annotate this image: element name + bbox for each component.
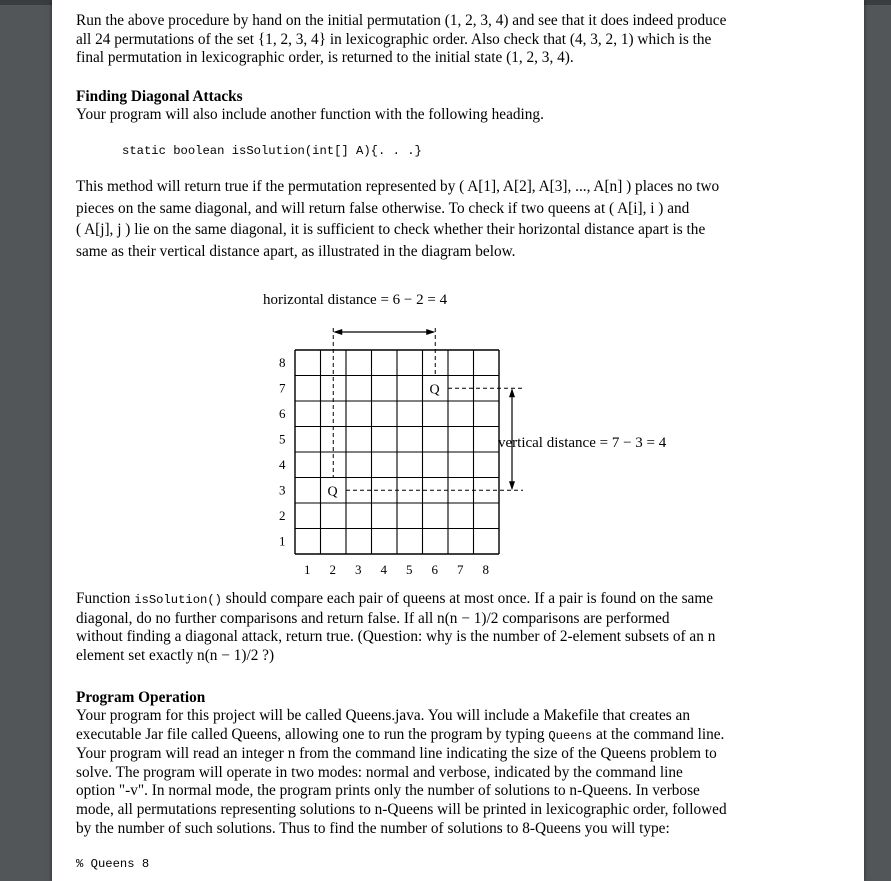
row-label: 8 (279, 355, 286, 370)
diag-paragraph: This method will return true if the permutation represented by ( A[1], A[2], A[3], ..., A[n] ) places no two pieces on the same diagonal, and will return false otherwise. To check if two queens at ( A[i], i ) and ( A[j], j ) lie on the same diagonal, it is sufficient to check whether their horizontal distance apart is the same as their vertical distance apart, as illustrated in the diagram below. (76, 178, 720, 260)
diag-intro-line: Your program will also include another function with the following heading. (76, 106, 544, 123)
column-label: 1 (304, 562, 311, 577)
row-label: 2 (279, 508, 286, 523)
program-paragraph: Your program for this project will be called Queens.java. You will include a Makefile that creates an executable Jar file called Queens, allowing one to run the program by typing Queens at the command line. Your program will read an integer n from the command line indicating the size of the Queens problem to solve. The program will operate in two modes: normal and verbose, indicated by the command line option "-v". In normal mode, the program prints only the number of solutions to n-Queens. In verbose mode, all permutations representing solutions to n-Queens will be printed in lexicographic order, followed by the number of such solutions. Thus to find the number of solutions to 8-Queens you will type: (76, 707, 727, 837)
queen-marker: Q (429, 382, 440, 398)
command-example: % Queens 8 (76, 857, 150, 871)
section-heading-program: Program Operation (76, 689, 206, 706)
method-heading-code: static boolean isSolution(int[] A){. . .} (122, 144, 422, 158)
chess-grid (295, 350, 499, 554)
document-page (52, 0, 864, 881)
row-label: 4 (279, 457, 286, 472)
issolution-paragraph: Function isSolution() should compare each pair of queens at most once. If a pair is found on the same diagonal, do no further comparisons and return false. If all n(n − 1)/2 comparisons are performed without finding a diagonal attack, return true. (Question: why is the number of 2-element subsets of an n element set exactly n(n − 1)/2 ?) (76, 590, 716, 664)
row-labels (279, 355, 286, 549)
column-label: 4 (380, 562, 387, 577)
column-label: 5 (406, 562, 413, 577)
arrowhead-down (509, 481, 515, 490)
guide-lines (333, 328, 523, 490)
intro-paragraph: Run the above procedure by hand on the initial permutation (1, 2, 3, 4) and see that it does indeed produce all 24 permutations of the set {1, 2, 3, 4} in lexicographic order. Also check that (4, 3, 2, 1) which is the final permutation in lexicographic order, is returned to the initial state (1, 2, 3, 4). (76, 12, 727, 67)
row-label: 7 (279, 380, 286, 396)
column-labels (304, 562, 489, 577)
column-label: 7 (457, 562, 464, 577)
section-heading-diagonal: Finding Diagonal Attacks (76, 88, 243, 105)
column-label: 6 (431, 562, 438, 577)
vertical-distance-label: vertical distance = 7 − 3 = 4 (498, 435, 667, 451)
arrowhead-left (333, 329, 342, 335)
column-label: 8 (482, 562, 489, 577)
queen-marker: Q (327, 484, 338, 500)
diagonal-diagram (76, 288, 667, 588)
row-label: 6 (279, 406, 286, 421)
row-label: 5 (279, 431, 286, 447)
row-label: 3 (279, 482, 286, 498)
horizontal-distance-label: horizontal distance = 6 − 2 = 4 (263, 292, 448, 308)
column-label: 2 (329, 562, 336, 577)
column-label: 3 (355, 562, 362, 577)
arrowhead-up (509, 388, 515, 397)
arrowhead-right (426, 329, 435, 335)
row-label: 1 (279, 533, 286, 549)
